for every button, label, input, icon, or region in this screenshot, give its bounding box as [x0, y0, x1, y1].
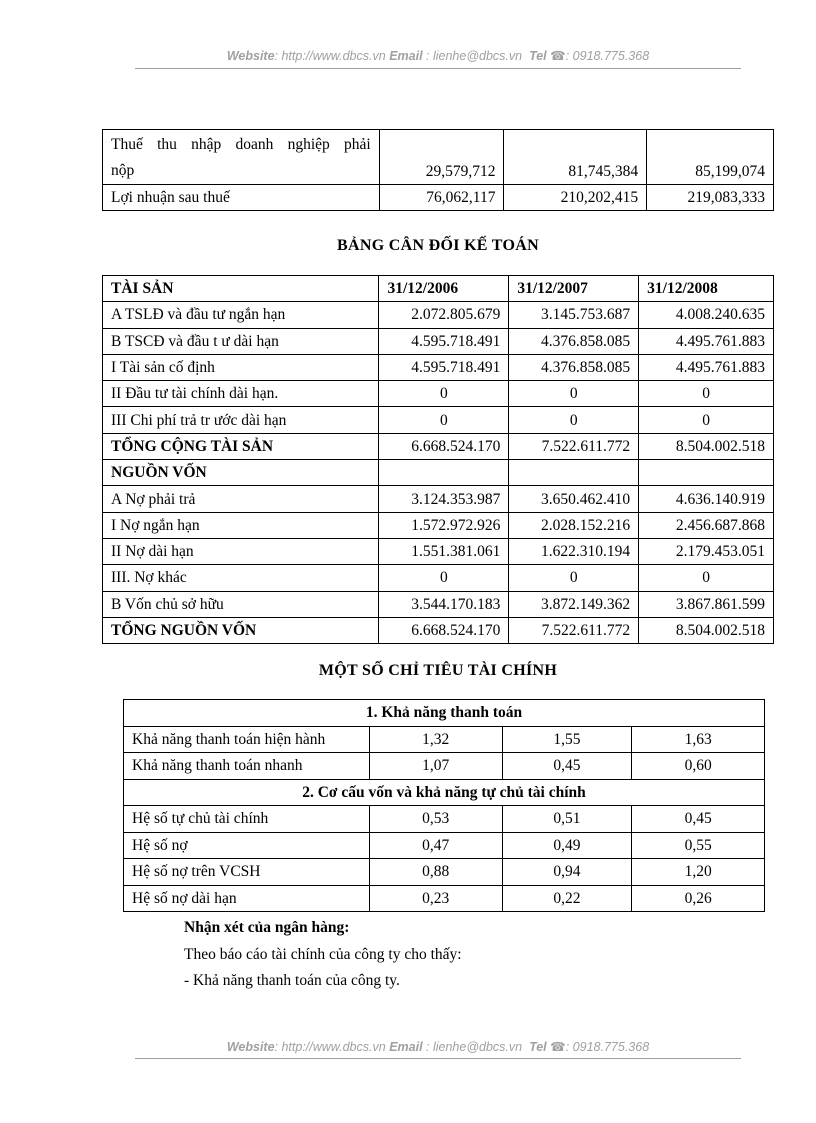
tax-label: Thuế thu nhập doanh nghiệp phải nộp: [103, 130, 380, 185]
income-table: [102, 129, 774, 211]
table-header-row: [103, 276, 774, 302]
tax-2007: 81,745,384: [504, 130, 647, 185]
balance-sheet-title: BẢNG CÂN ĐỐI KẾ TOÁN: [337, 237, 539, 254]
balance-sheet-table: [102, 275, 774, 644]
table-row: Khả năng thanh toán nhanh 1,07 0,45 0,60: [124, 753, 765, 780]
section-liquidity: 1. Khả năng thanh toán: [124, 700, 765, 727]
email-value: : lienhe@dbcs.vn: [426, 1040, 523, 1054]
table-row: III Chi phí trả tr ước dài hạn 0 0 0: [103, 407, 774, 433]
phone-icon: ☎: [550, 49, 566, 63]
page-footer: [135, 1039, 741, 1059]
profit-2008: 219,083,333: [647, 185, 774, 211]
tel-label: Tel: [529, 1040, 547, 1054]
table-row: Hệ số tự chủ tài chính 0,53 0,51 0,45: [124, 806, 765, 833]
table-row: II Nợ dài hạn 1.551.381.061 1.622.310.194 2.179.453.051: [103, 538, 774, 564]
section-capital-structure: 2. Cơ cấu vốn và khả năng tự chủ tài chính: [124, 779, 765, 806]
remarks-line-2: - Khả năng thanh toán của công ty.: [184, 972, 400, 989]
table-row: III. Nợ khác 0 0 0: [103, 565, 774, 591]
table-row: B Vốn chủ sở hữu 3.544.170.183 3.872.149.362 3.867.861.599: [103, 591, 774, 617]
table-row: Hệ số nợ 0,47 0,49 0,55: [124, 832, 765, 859]
website-value: : http://www.dbcs.vn: [274, 1040, 386, 1054]
section-row: [124, 779, 765, 806]
profit-2006: 76,062,117: [379, 185, 504, 211]
table-row: A Nợ phải trả 3.124.353.987 3.650.462.410 4.636.140.919: [103, 486, 774, 512]
table-row: [103, 185, 774, 211]
table-row: II Đầu tư tài chính dài hạn. 0 0 0: [103, 381, 774, 407]
tel-label: Tel: [529, 49, 547, 63]
tax-2008: 85,199,074: [647, 130, 774, 185]
section-row: [124, 700, 765, 727]
table-row: I Nợ ngắn hạn 1.572.972.926 2.028.152.216 2.456.687.868: [103, 512, 774, 538]
header-2008: 31/12/2008: [639, 276, 774, 302]
table-row: I Tài sản cố định 4.595.718.491 4.376.858.085 4.495.761.883: [103, 354, 774, 380]
tel-value: : 0918.775.368: [565, 49, 650, 63]
table-row: TỔNG NGUỒN VỐN 6.668.524.170 7.522.611.772 8.504.002.518: [103, 617, 774, 643]
remarks-line-1: Theo báo cáo tài chính của công ty cho thấy:: [184, 946, 462, 963]
tax-2006: 29,579,712: [379, 130, 504, 185]
website-value: : http://www.dbcs.vn: [274, 49, 386, 63]
email-label: Email: [389, 49, 423, 63]
website-label: Website: [226, 49, 275, 63]
header-assets: TÀI SẢN: [103, 276, 379, 302]
website-label: Website: [226, 1040, 275, 1054]
header-2006: 31/12/2006: [379, 276, 509, 302]
table-row: A TSLĐ và đầu tư ngắn hạn 2.072.805.679 3.145.753.687 4.008.240.635: [103, 302, 774, 328]
header-2007: 31/12/2007: [509, 276, 639, 302]
table-row: Khả năng thanh toán hiện hành 1,32 1,55 1,63: [124, 726, 765, 753]
ratios-title: MỘT SỐ CHỈ TIÊU TÀI CHÍNH: [318, 662, 558, 679]
profit-label: Lợi nhuận sau thuế: [103, 185, 380, 211]
page-header: [135, 48, 741, 69]
table-row: TỔNG CỘNG TÀI SẢN 6.668.524.170 7.522.611.772 8.504.002.518: [103, 433, 774, 459]
table-row: B TSCĐ và đầu t ư dài hạn 4.595.718.491 4.376.858.085 4.495.761.883: [103, 328, 774, 354]
table-row: Hệ số nợ trên VCSH 0,88 0,94 1,20: [124, 859, 765, 886]
phone-icon: ☎: [550, 1040, 566, 1054]
ratios-table: [123, 699, 765, 912]
table-row: [103, 130, 774, 185]
table-row: Hệ số nợ dài hạn 0,23 0,22 0,26: [124, 885, 765, 912]
email-label: Email: [389, 1040, 423, 1054]
tel-value: : 0918.775.368: [565, 1040, 650, 1054]
profit-2007: 210,202,415: [504, 185, 647, 211]
table-row: NGUỒN VỐN: [103, 460, 774, 486]
remarks-heading: Nhận xét của ngân hàng:: [184, 919, 350, 936]
email-value: : lienhe@dbcs.vn: [426, 49, 523, 63]
